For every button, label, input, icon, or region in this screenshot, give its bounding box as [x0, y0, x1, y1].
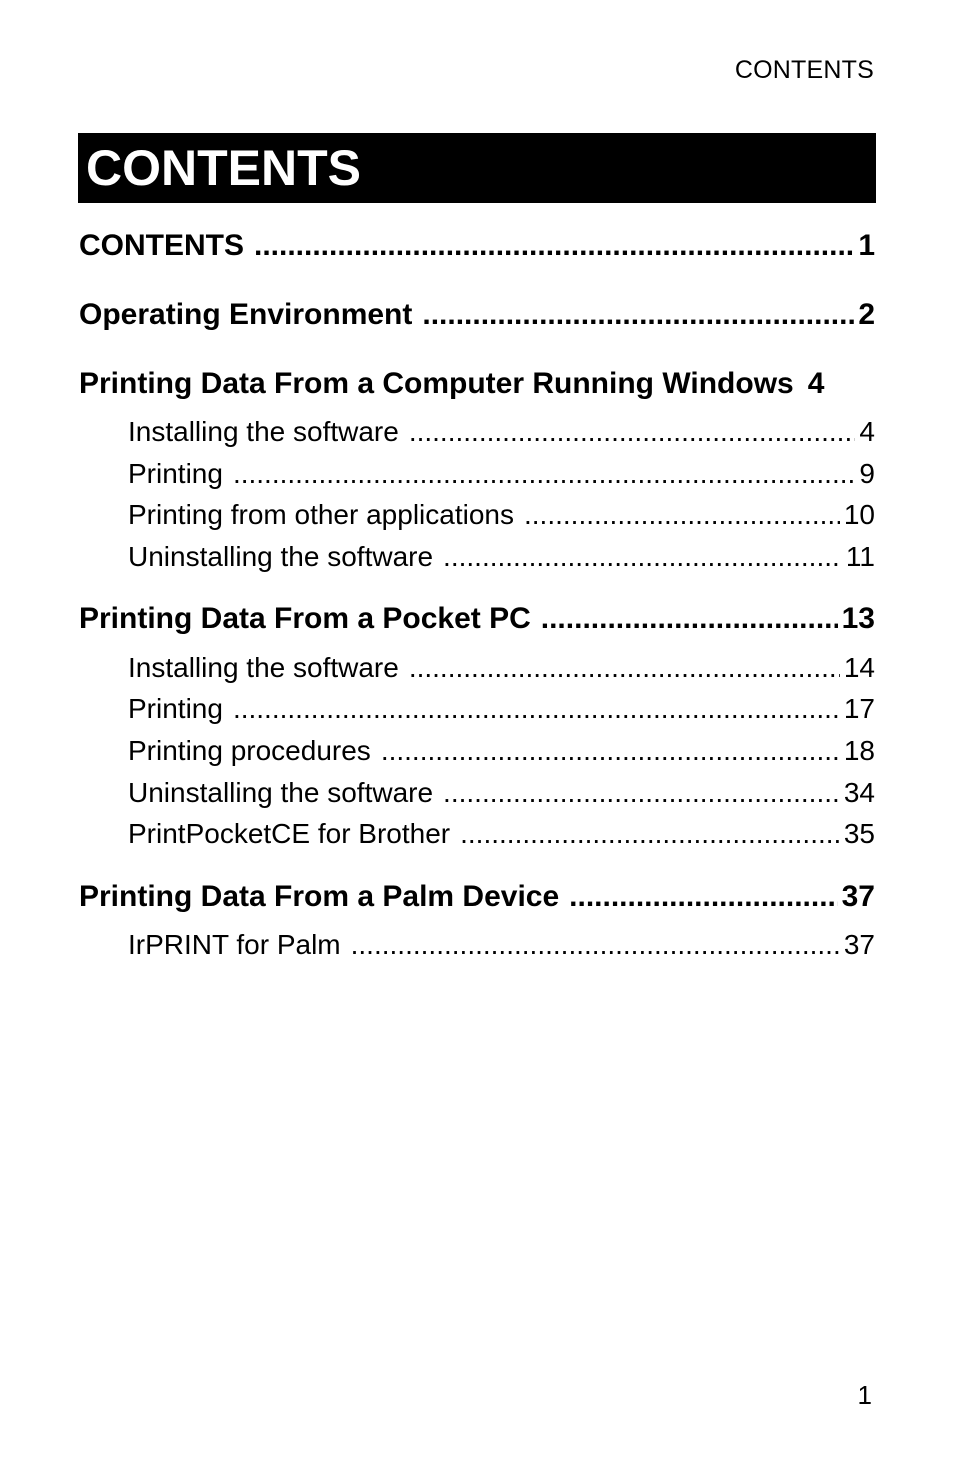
toc-subentry-label: Printing from other applications	[128, 499, 514, 531]
toc-subentry-label: Uninstalling the software	[128, 540, 434, 572]
toc-subentry-label: Printing	[128, 457, 223, 489]
dot-leader	[351, 929, 840, 961]
toc-entry-label: Printing Data From a Pocket PC	[79, 602, 531, 636]
dot-leader	[254, 229, 854, 263]
toc-subentry[interactable]	[79, 924, 875, 966]
toc-subentry-label: Uninstalling the software	[128, 776, 434, 808]
toc-subentry-label: Installing the software	[128, 415, 399, 447]
dot-leader	[422, 298, 854, 332]
toc-entry-label: Printing Data From a Palm Device	[79, 879, 560, 913]
toc-entry-page: 4	[807, 366, 825, 400]
toc-subentry[interactable]	[79, 647, 875, 689]
dot-leader	[233, 458, 855, 490]
toc-subentry-page: 11	[845, 540, 875, 572]
toc-entry[interactable]	[79, 592, 875, 647]
toc-subentry[interactable]	[79, 772, 875, 814]
dot-leader	[569, 880, 837, 914]
toc-subentry-label: IrPRINT for Palm	[128, 929, 341, 961]
dot-leader	[460, 818, 840, 850]
toc-section	[79, 287, 875, 342]
title-bar	[78, 133, 876, 203]
toc-entry-page: 1	[858, 228, 875, 262]
toc-entry[interactable]	[79, 356, 875, 411]
toc-subentry[interactable]	[79, 494, 875, 536]
toc-entry[interactable]	[79, 869, 875, 924]
dot-leader	[541, 602, 838, 636]
toc-subentry[interactable]	[79, 453, 875, 495]
toc-entry[interactable]	[79, 218, 875, 273]
dot-leader	[409, 652, 840, 684]
dot-leader	[233, 693, 840, 725]
toc-subentry-label: Installing the software	[128, 651, 399, 683]
toc-subentry-page: 34	[843, 776, 875, 808]
toc-entry-label: CONTENTS	[79, 228, 244, 262]
toc-entry-page: 2	[858, 297, 875, 331]
table-of-contents	[79, 218, 875, 980]
toc-section	[79, 869, 875, 966]
toc-section	[79, 592, 875, 855]
dot-leader	[443, 541, 842, 573]
toc-subentry[interactable]	[79, 814, 875, 856]
toc-subentry-page: 35	[843, 818, 875, 850]
running-header: CONTENTS	[734, 56, 874, 84]
dot-leader	[409, 416, 856, 448]
page-number: 1	[857, 1380, 872, 1410]
dot-leader	[443, 777, 840, 809]
toc-subentry-page: 37	[843, 929, 875, 961]
toc-entry-page: 37	[841, 879, 875, 913]
toc-subentry-label: Printing procedures	[128, 734, 371, 766]
toc-subentry-page: 9	[859, 457, 875, 489]
toc-subentry-label: Printing	[128, 693, 223, 725]
toc-subentry-page: 14	[843, 651, 875, 683]
toc-subentry-page: 17	[843, 693, 875, 725]
toc-section	[79, 218, 875, 273]
toc-entry[interactable]	[79, 287, 875, 342]
toc-entry-label: Operating Environment	[79, 297, 413, 331]
toc-subentry[interactable]	[79, 536, 875, 578]
toc-subentry[interactable]	[79, 688, 875, 730]
toc-subentry-label: PrintPocketCE for Brother	[128, 818, 451, 850]
page-title: CONTENTS	[86, 140, 361, 196]
toc-subentry[interactable]	[79, 411, 875, 453]
toc-subentry-page: 18	[843, 734, 875, 766]
toc-section	[79, 356, 875, 578]
toc-entry-page: 13	[841, 602, 875, 636]
dot-leader	[381, 735, 840, 767]
toc-subentry[interactable]	[79, 730, 875, 772]
toc-subentry-page: 10	[843, 499, 875, 531]
toc-subentry-page: 4	[859, 415, 875, 447]
toc-entry-label: Printing Data From a Computer Running Windows	[79, 366, 794, 400]
dot-leader	[524, 499, 840, 531]
